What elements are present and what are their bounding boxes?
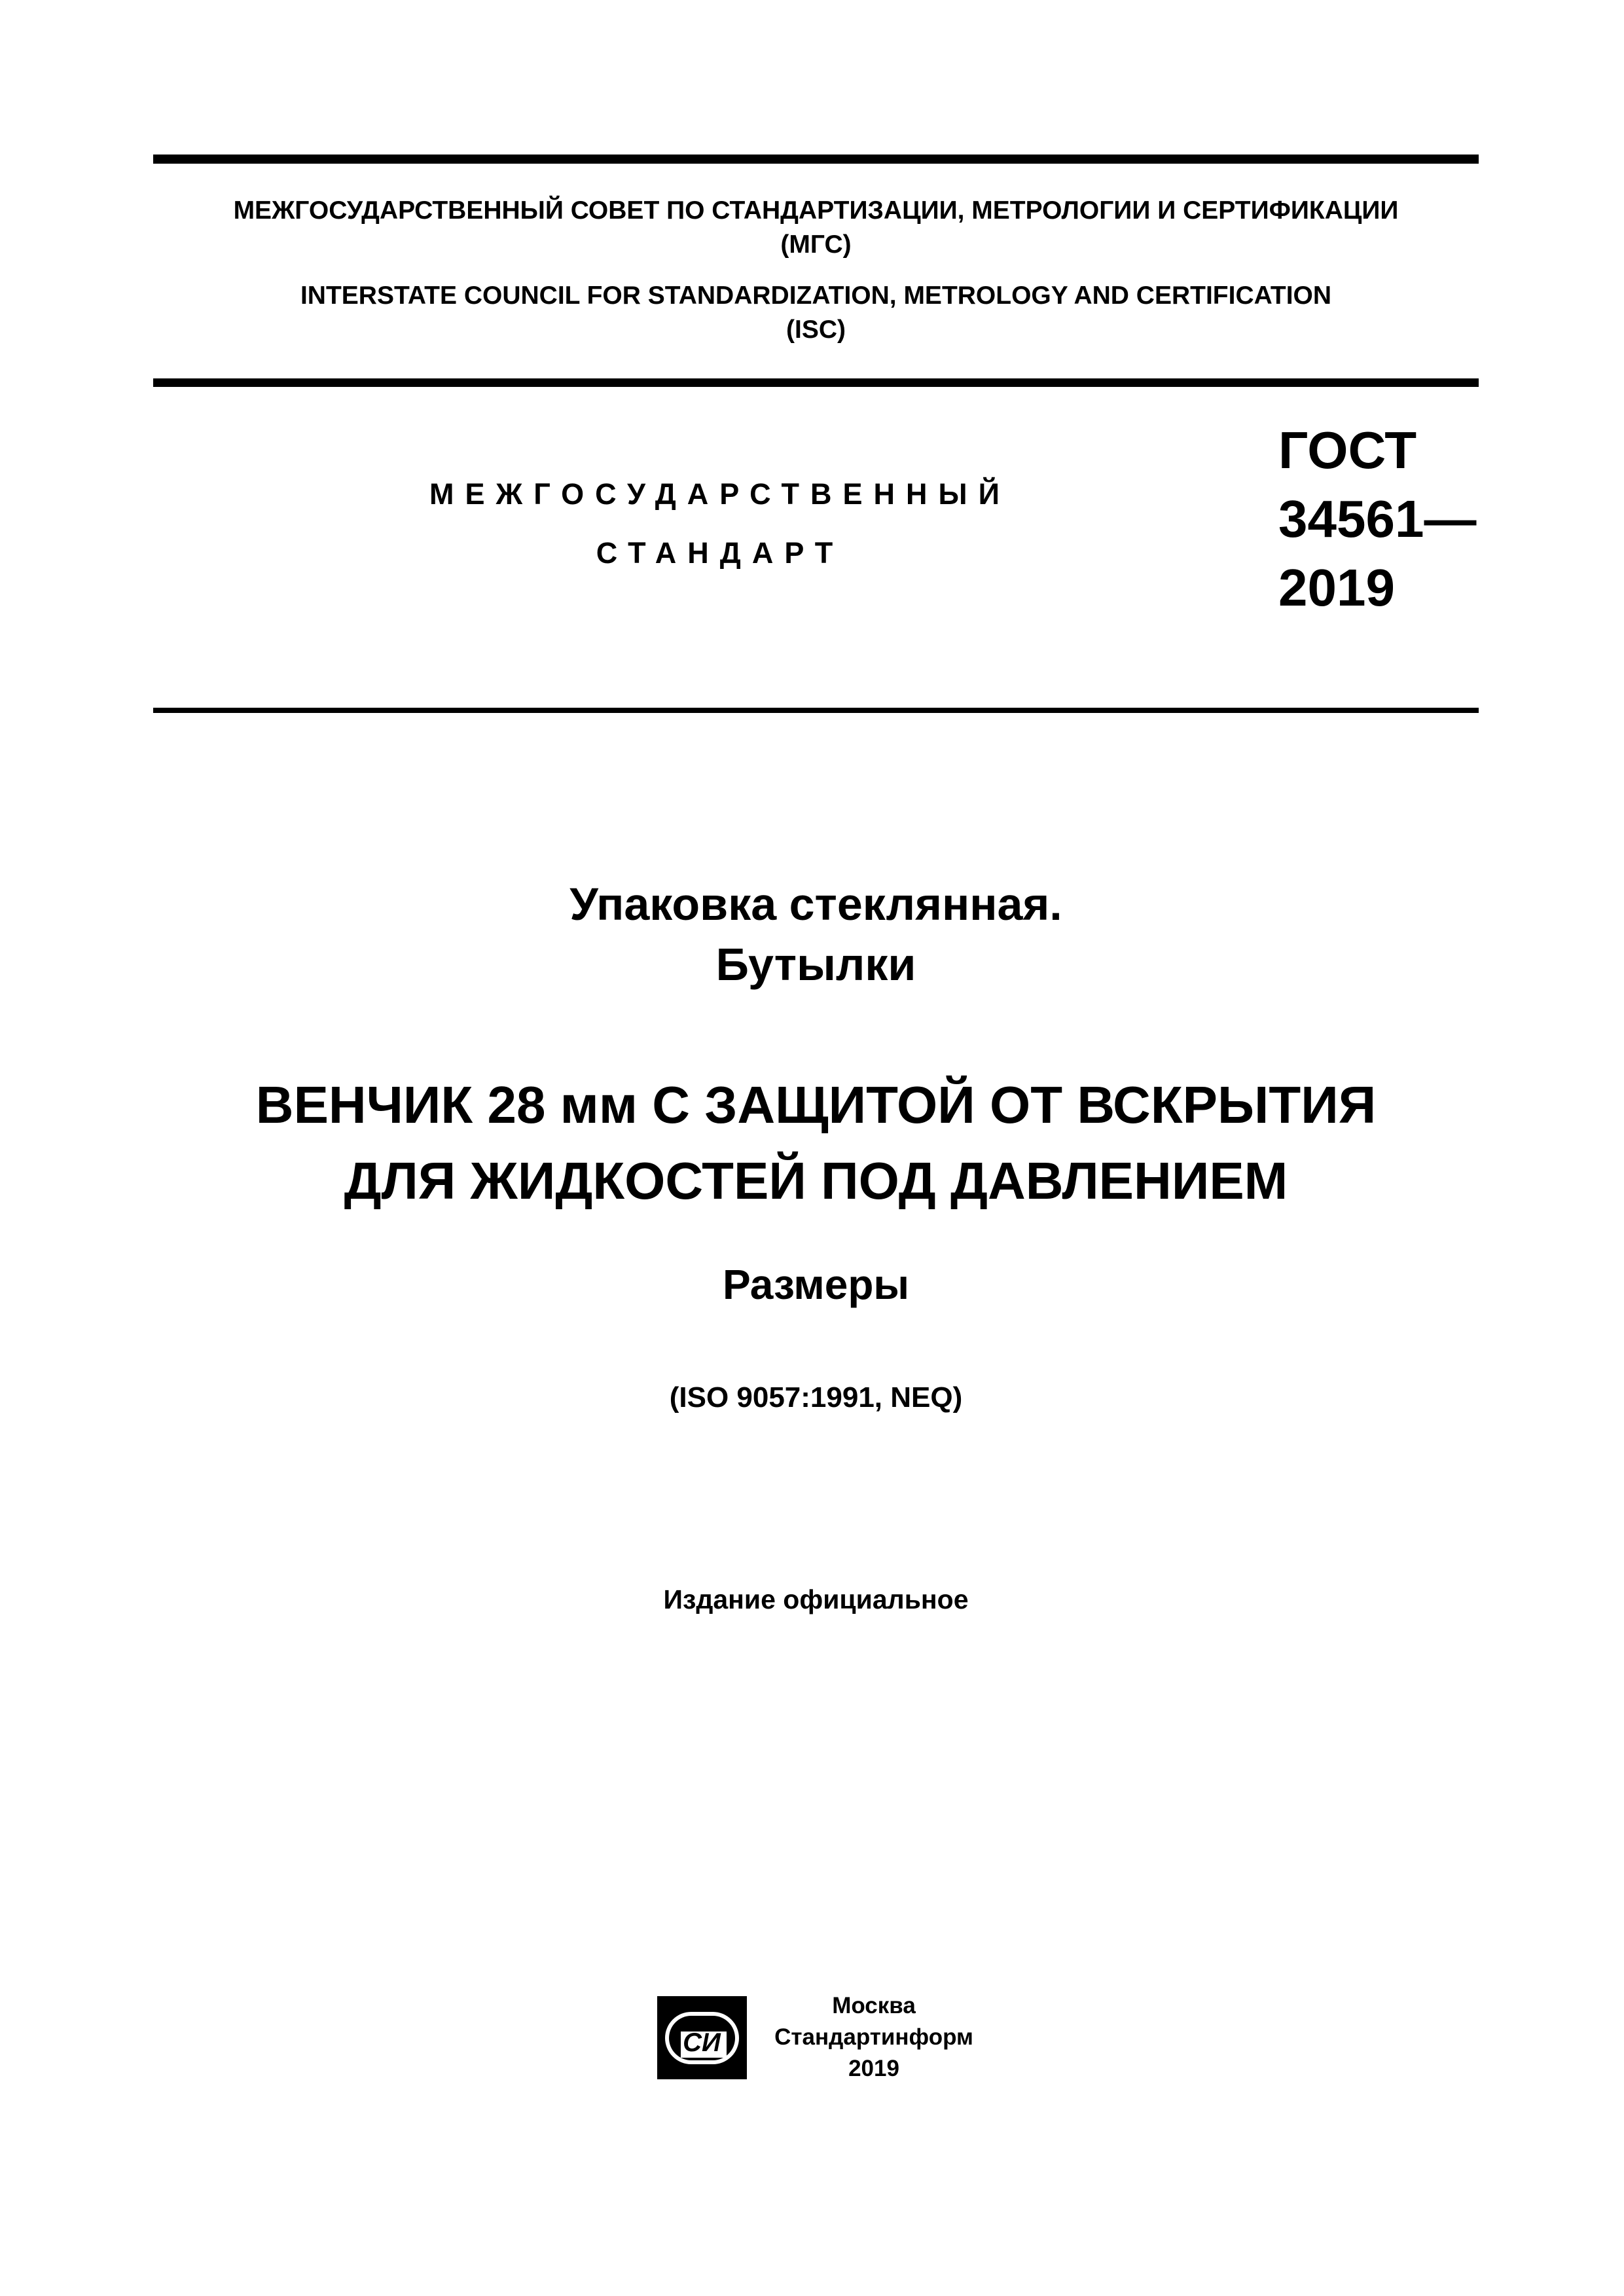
- title-main-line2: ДЛЯ ЖИДКОСТЕЙ ПОД ДАВЛЕНИЕМ: [344, 1152, 1288, 1210]
- designation-prefix: ГОСТ: [1278, 421, 1417, 479]
- header-rule: [153, 708, 1479, 713]
- publisher-year: 2019: [848, 2056, 899, 2081]
- title-line1: Упаковка стеклянная.: [569, 879, 1062, 930]
- designation-number: 34561—: [1278, 490, 1477, 548]
- publisher-city: Москва: [832, 1993, 916, 2018]
- title-line2: Бутылки: [715, 939, 916, 990]
- council-ru-abbr: (МГС): [780, 230, 852, 259]
- publisher-name: Стандартинформ: [774, 2024, 973, 2050]
- designation-year: 2019: [1278, 558, 1395, 617]
- standard-type-line1: МЕЖГОСУДАРСТВЕННЫЙ: [429, 477, 1011, 511]
- standard-type: [367, 465, 1074, 583]
- council-rule: [153, 378, 1479, 387]
- logo-text: СИ: [683, 2028, 721, 2057]
- title-main: [153, 1067, 1479, 1219]
- council-en-name: INTERSTATE COUNCIL FOR STANDARDIZATION, METROLOGY AND CERTIFICATION: [300, 282, 1332, 310]
- edition-note: Издание официальное: [663, 1584, 969, 1614]
- standard-designation: [1278, 416, 1476, 622]
- title-general: [153, 874, 1479, 994]
- top-rule: [153, 155, 1479, 164]
- title-subtitle: Размеры: [722, 1261, 910, 1308]
- council-block: [153, 194, 1479, 347]
- publisher-block: [766, 1990, 982, 2085]
- standartinform-logo-icon: [655, 1994, 749, 2082]
- title-main-line1: ВЕНЧИК 28 мм С ЗАЩИТОЙ ОТ ВСКРЫТИЯ: [255, 1076, 1377, 1134]
- standard-type-line2: СТАНДАРТ: [596, 536, 844, 570]
- council-ru-name: МЕЖГОСУДАРСТВЕННЫЙ СОВЕТ ПО СТАНДАРТИЗАЦИИ, МЕТРОЛОГИИ И СЕРТИФИКАЦИИ: [233, 196, 1399, 225]
- iso-reference: (ISO 9057:1991, NEQ): [669, 1381, 963, 1413]
- council-en-abbr: (ISC): [786, 316, 846, 344]
